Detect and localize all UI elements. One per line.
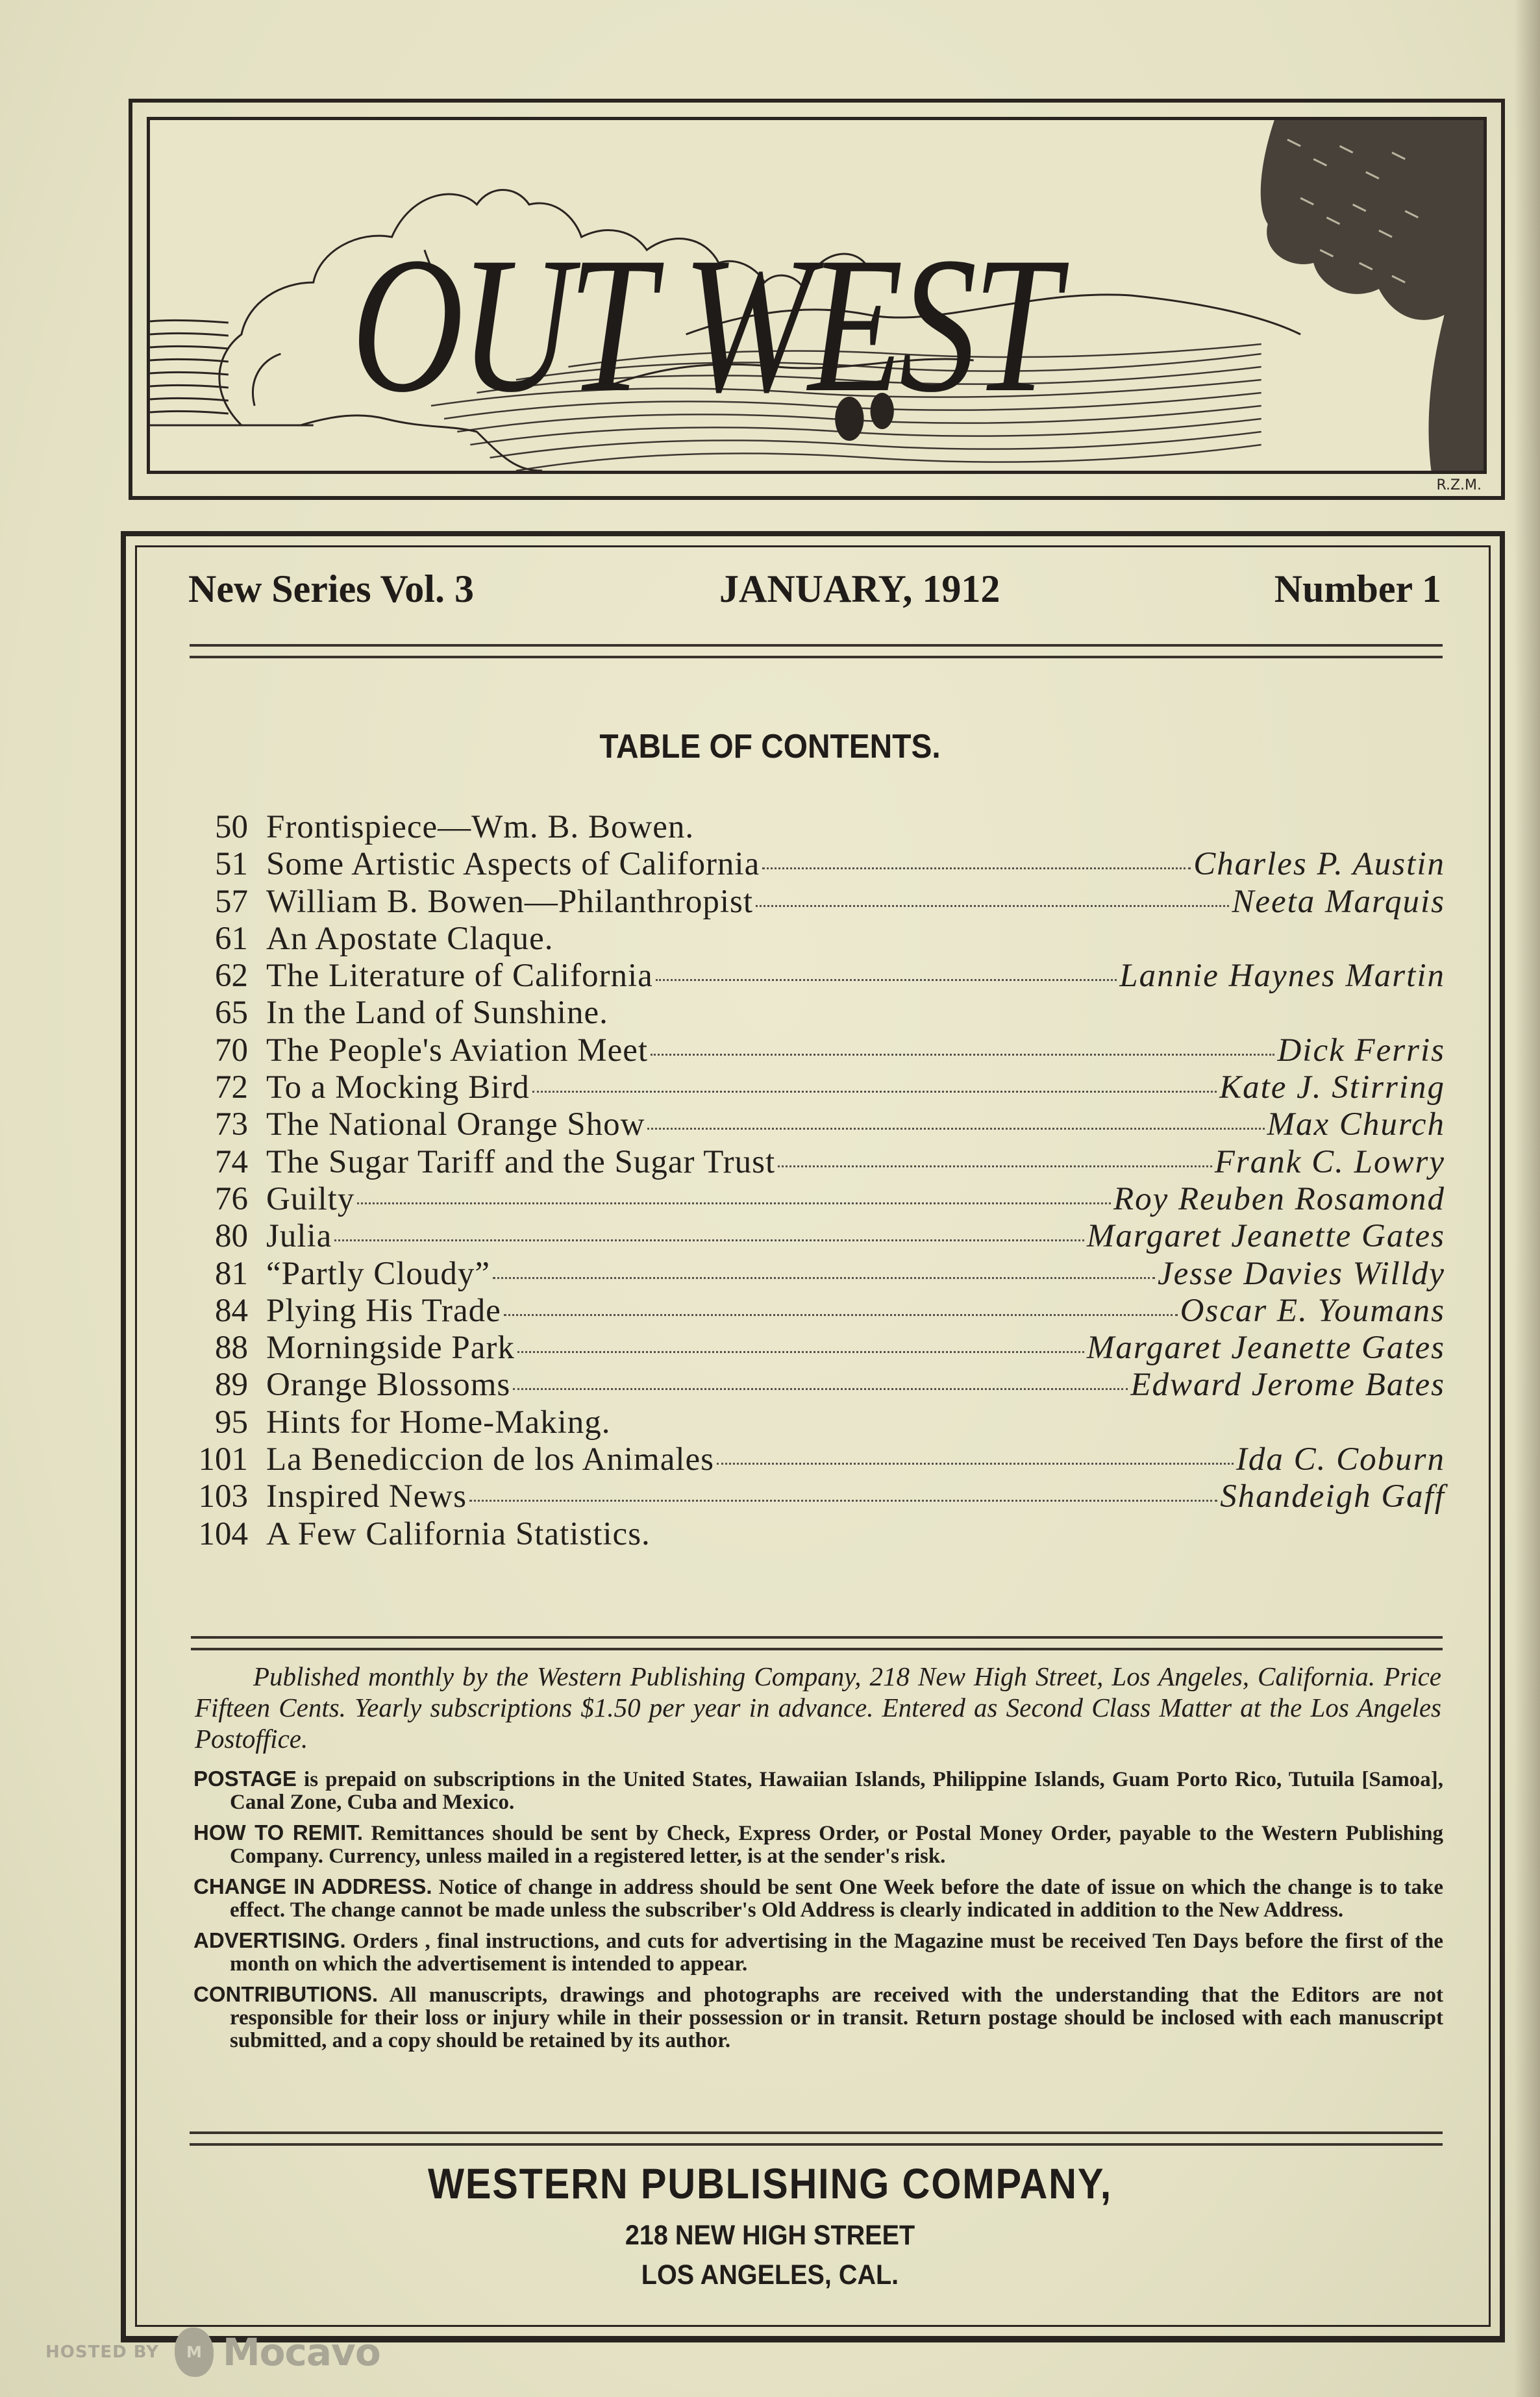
toc-leader-dots	[647, 1128, 1264, 1130]
toc-entry	[188, 920, 1445, 957]
toc-entry	[188, 994, 1445, 1031]
toc-author: Frank C. Lowry	[1214, 1143, 1445, 1180]
watermark-hosted-by: HOSTED BY	[45, 2342, 159, 2362]
toc-entry	[188, 1404, 1445, 1441]
toc-leader-dots	[513, 1388, 1128, 1390]
toc-entry	[188, 845, 1445, 882]
toc-leader-dots	[334, 1239, 1084, 1241]
watermark-brand: Mocavo	[222, 2330, 380, 2374]
toc-leader-dots	[517, 1351, 1084, 1353]
notice-text: Notice of change in address should be sent One Week before the date of issue on which the change is to take effect. The change cannot be made unless the subscriber's Old Address is clearly indicated in addition to the New Address.	[230, 1876, 1443, 1922]
toc-page-number: 103	[198, 1478, 248, 1515]
toc-author: Roy Reuben Rosamond	[1113, 1180, 1445, 1217]
toc-page-number: 101	[198, 1441, 248, 1478]
toc-page-number: 104	[198, 1515, 248, 1552]
toc-leader-dots	[504, 1314, 1178, 1316]
toc-page-number: 62	[215, 958, 248, 995]
toc-leader-dots	[762, 867, 1191, 869]
toc-author: Ida C. Coburn	[1236, 1441, 1445, 1478]
toc-author: Max Church	[1267, 1106, 1445, 1143]
toc-page-number: 61	[215, 920, 248, 957]
toc-leader-dots	[357, 1202, 1111, 1204]
toc-author: Edward Jerome Bates	[1130, 1367, 1445, 1404]
toc-title: An Apostate Claque.	[266, 920, 554, 957]
toc-entry	[188, 1032, 1445, 1069]
masthead-illustration	[147, 117, 1487, 474]
toc-entry	[188, 1180, 1445, 1217]
toc-author: Shandeigh Gaff	[1220, 1478, 1445, 1515]
notice-paragraph	[193, 1983, 1443, 2052]
toc-page-number: 50	[215, 809, 248, 845]
toc-leader-dots	[778, 1165, 1212, 1167]
notice-text: All manuscripts, drawings and photographs are received with the understanding that the Editors are not responsible for their loss or injury while in their possession or in transit. Return postage should be inclosed with each manuscript submitted, and a copy should be retained by its author.	[230, 1983, 1443, 2052]
toc-title: Morningside Park	[266, 1330, 515, 1367]
toc-leader-dots	[469, 1500, 1217, 1502]
toc-entry	[188, 1069, 1445, 1106]
toc-title: Hints for Home-Making.	[266, 1404, 611, 1441]
toc-title: “Partly Cloudy”	[266, 1255, 491, 1292]
toc-page-number: 74	[215, 1143, 248, 1180]
issue-number: Number 1	[1274, 567, 1441, 610]
issue-line	[188, 567, 1441, 619]
toc-page-number: 84	[215, 1292, 248, 1329]
toc-entry	[188, 1515, 1445, 1552]
toc-leader-dots	[717, 1463, 1234, 1465]
toc-title: Frontispiece—Wm. B. Bowen.	[266, 809, 695, 845]
toc-entry	[188, 1441, 1445, 1478]
toc-leader-dots	[656, 979, 1117, 981]
masthead-title: OUT WEST	[351, 217, 1056, 432]
notice-label: POSTAGE	[193, 1767, 297, 1791]
toc-entry	[188, 1255, 1445, 1292]
toc-page-number: 51	[215, 846, 248, 883]
publication-note: Published monthly by the Western Publishing Company, 218 New High Street, Los Angeles, California. Price Fifteen Cents. Yearly subscriptions $1.50 per year in advance. Entered as Second Class Matter at the Los Angeles Postoffice.	[195, 1661, 1441, 1754]
toc-list	[188, 808, 1445, 1552]
toc-author: Jesse Davies Willdy	[1157, 1255, 1445, 1292]
notices-list	[193, 1767, 1443, 2059]
watermark-logo-letter: M	[186, 2343, 202, 2361]
toc-page-number: 88	[215, 1330, 248, 1367]
toc-author: Lannie Haynes Martin	[1119, 958, 1445, 995]
toc-page-number: 65	[215, 995, 248, 1032]
toc-title: Julia	[266, 1218, 332, 1255]
notice-paragraph	[193, 1929, 1443, 1976]
toc-title: Some Artistic Aspects of California	[266, 846, 760, 883]
toc-title: The National Orange Show	[266, 1106, 645, 1143]
divider-bottom	[190, 2131, 1443, 2146]
toc-page-number: 80	[215, 1218, 248, 1255]
toc-leader-dots	[532, 1091, 1217, 1093]
publisher-name: WESTERN PUBLISHING COMPANY,	[427, 2159, 1113, 2207]
publisher-city: LOS ANGELES, CAL.	[641, 2259, 899, 2291]
toc-title: The Literature of California	[266, 958, 653, 995]
notice-label: ADVERTISING.	[193, 1928, 346, 1952]
toc-title: Orange Blossoms	[266, 1367, 511, 1404]
toc-entry	[188, 1106, 1445, 1143]
toc-page-number: 81	[215, 1255, 248, 1292]
issue-series: New Series Vol. 3	[188, 567, 474, 610]
toc-author: Neeta Marquis	[1232, 883, 1445, 920]
toc-entry	[188, 1329, 1445, 1366]
toc-leader-dots	[756, 905, 1229, 907]
toc-page-number: 73	[215, 1106, 248, 1143]
toc-entry	[188, 1366, 1445, 1403]
toc-page-number: 70	[215, 1032, 248, 1069]
notice-text: Remittances should be sent by Check, Express Order, or Postal Money Order, payable to the Western Publishing Company. Currency, unless mailed in a registered letter, is at the sender's risk.	[230, 1822, 1443, 1868]
toc-page-number: 57	[215, 883, 248, 920]
toc-heading: TABLE OF CONTENTS.	[599, 728, 941, 765]
toc-title: In the Land of Sunshine.	[266, 995, 608, 1032]
toc-title: Plying His Trade	[266, 1292, 501, 1329]
divider-top	[190, 644, 1443, 658]
masthead	[129, 99, 1505, 500]
toc-author: Margaret Jeanette Gates	[1086, 1218, 1445, 1255]
toc-leader-dots	[651, 1054, 1274, 1056]
toc-title: The People's Aviation Meet	[266, 1032, 649, 1069]
issue-date: JANUARY, 1912	[719, 567, 1000, 610]
toc-title: A Few California Statistics.	[266, 1515, 651, 1552]
toc-title: Guilty	[266, 1180, 355, 1217]
toc-page-number: 95	[215, 1404, 248, 1441]
notice-text: is prepaid on subscriptions in the United States, Hawaiian Islands, Philippine Islands, Guam Porto Rico, Tutuila [Samoa], Canal Zone, Cuba and Mexico.	[230, 1768, 1443, 1814]
toc-entry	[188, 883, 1445, 920]
toc-entry	[188, 957, 1445, 994]
notice-label: HOW TO REMIT.	[193, 1820, 363, 1844]
toc-author: Dick Ferris	[1277, 1032, 1445, 1069]
toc-page-number: 89	[215, 1367, 248, 1404]
toc-author: Kate J. Stirring	[1219, 1069, 1445, 1106]
toc-title: Inspired News	[266, 1478, 467, 1515]
toc-page-number: 72	[215, 1069, 248, 1106]
page-edge-shadow	[1514, 0, 1540, 2397]
toc-entry	[188, 808, 1445, 845]
toc-title: To a Mocking Bird	[266, 1069, 530, 1106]
notice-text: Orders , final instructions, and cuts for advertising in the Magazine must be received Ten Days before the first of the month on which the advertisement is intended to appear.	[230, 1930, 1443, 1976]
toc-author: Margaret Jeanette Gates	[1086, 1330, 1445, 1367]
notice-paragraph	[193, 1875, 1443, 1922]
toc-entry	[188, 1478, 1445, 1515]
hosted-by-watermark	[45, 2328, 380, 2377]
notice-paragraph	[193, 1821, 1443, 1868]
notice-label: CHANGE IN ADDRESS.	[193, 1874, 432, 1898]
notice-paragraph	[193, 1767, 1443, 1814]
publisher-block	[0, 2159, 1540, 2291]
notice-label: CONTRIBUTIONS.	[193, 1982, 379, 2006]
toc-title: William B. Bowen—Philanthropist	[266, 883, 754, 920]
toc-leader-dots	[493, 1277, 1155, 1279]
toc-author: Oscar E. Youmans	[1180, 1292, 1445, 1329]
artist-signature: R.Z.M.	[1436, 477, 1482, 493]
toc-entry	[188, 1217, 1445, 1254]
toc-page-number: 76	[215, 1180, 248, 1217]
toc-author: Charles P. Austin	[1193, 846, 1445, 883]
publisher-street: 218 NEW HIGH STREET	[625, 2220, 915, 2251]
toc-title: The Sugar Tariff and the Sugar Trust	[266, 1143, 776, 1180]
toc-entry	[188, 1143, 1445, 1180]
toc-entry	[188, 1292, 1445, 1329]
mocavo-logo-icon	[175, 2328, 214, 2377]
divider-middle	[191, 1636, 1443, 1650]
toc-title: La Benediccion de los Animales	[266, 1441, 714, 1478]
